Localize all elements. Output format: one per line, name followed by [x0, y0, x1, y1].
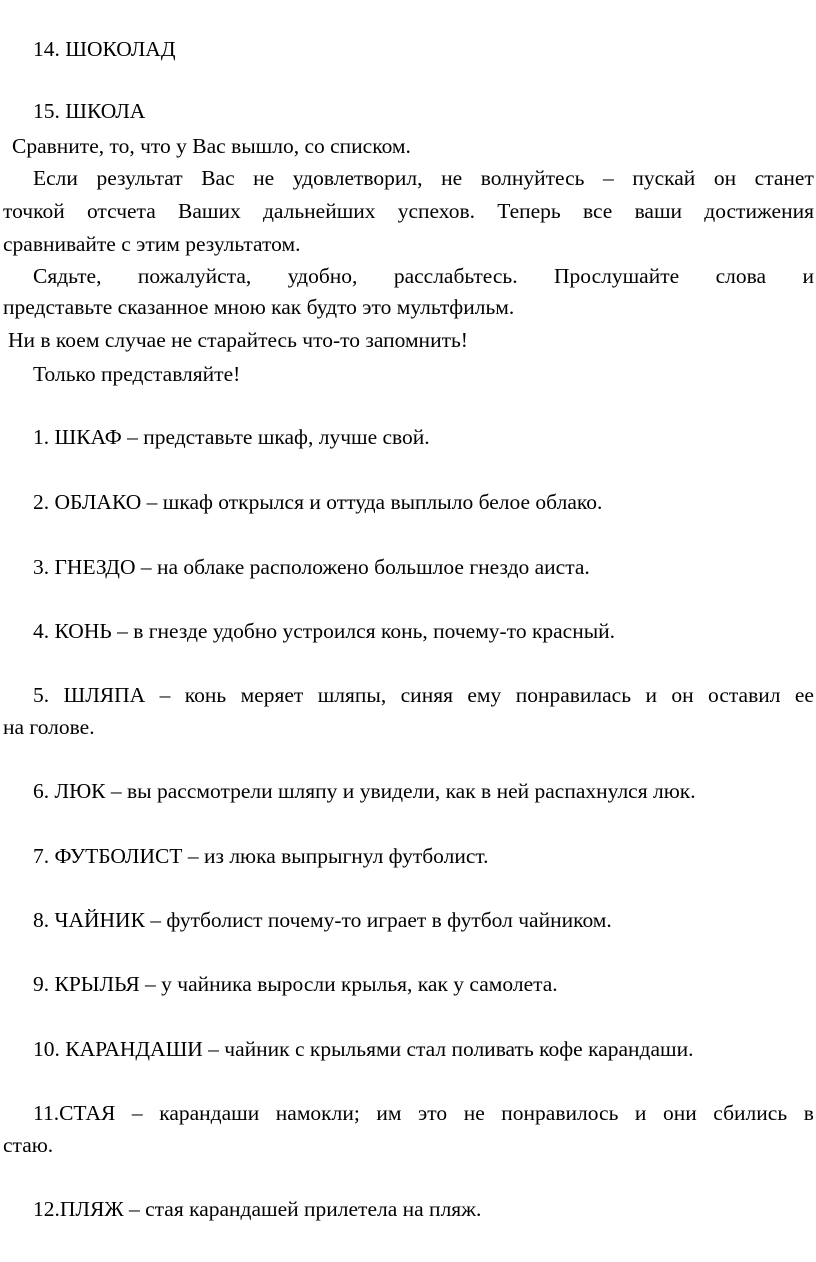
word: удовлетворил,: [292, 166, 423, 190]
word: отсчета: [86, 199, 156, 223]
list-item-5-line-2: на голове.: [3, 715, 95, 739]
word: расслабьтесь.: [393, 264, 518, 288]
word: успехов.: [397, 199, 476, 223]
word: меряет: [240, 683, 304, 707]
word: он: [713, 166, 737, 190]
word: в: [803, 1101, 814, 1125]
word: достижения: [704, 199, 814, 223]
word: Прослушайте: [554, 264, 680, 288]
word: пускай: [632, 166, 696, 190]
compare-instruction: Сравните, то, что у Вас вышло, со списком.: [12, 134, 411, 158]
word: понравилось: [501, 1101, 619, 1125]
word: ваши: [634, 199, 683, 223]
list-item-4: 4. КОНЬ – в гнезде удобно устроился конь, почему-то красный.: [33, 619, 616, 643]
word: карандаши: [159, 1101, 260, 1125]
word: пожалуйста,: [137, 264, 252, 288]
word: конь: [184, 683, 227, 707]
list-item-6: 6. ЛЮК – вы рассмотрели шляпу и увидели, как в ней распахнулся люк.: [33, 779, 696, 803]
list-item-5-line-1: [33, 681, 814, 709]
word: ему: [467, 683, 502, 707]
list-item-3: 3. ГНЕЗДО – на облаке расположено большлое гнездо аиста.: [33, 555, 590, 579]
word: синяя: [400, 683, 453, 707]
word: оставил: [708, 683, 781, 707]
word: –: [131, 1101, 143, 1125]
word: Вас: [201, 166, 235, 190]
list-item-11-line-1: [33, 1099, 814, 1127]
list-item-12: 12.ПЛЯЖ – стая карандашей прилетела на пляж.: [33, 1197, 482, 1221]
word: Если: [33, 166, 78, 190]
word: они: [662, 1101, 697, 1125]
list-item-9: 9. КРЫЛЬЯ – у чайника выросли крылья, как у самолета.: [33, 972, 558, 996]
word: понравилась: [515, 683, 632, 707]
word: 11.СТАЯ: [33, 1101, 116, 1125]
paragraph-2-line-2: представьте сказанное мною как будто это мультфильм.: [3, 295, 515, 319]
word: и: [802, 264, 814, 288]
word: –: [159, 683, 171, 707]
word: он: [671, 683, 694, 707]
list-item-7: 7. ФУТБОЛИСТ – из люка выпрыгнул футболист.: [33, 844, 489, 868]
list-item-8: 8. ЧАЙНИК – футболист почему-то играет в футбол чайником.: [33, 908, 612, 932]
word: все: [582, 199, 613, 223]
word: Ваших: [178, 199, 241, 223]
list-item-15: 15. ШКОЛА: [33, 99, 146, 123]
word: ее: [794, 683, 814, 707]
word: не: [463, 1101, 485, 1125]
word: не: [441, 166, 463, 190]
word: и: [634, 1101, 647, 1125]
word: сбились: [713, 1101, 788, 1125]
word: удобно,: [287, 264, 358, 288]
paragraph-1-line-3: сравнивайте с этим результатом.: [3, 232, 301, 256]
word: результат: [96, 166, 183, 190]
word: это: [418, 1101, 448, 1125]
paragraph-2-line-1: [33, 262, 814, 290]
list-item-10: 10. КАРАНДАШИ – чайник с крыльями стал поливать кофе карандаши.: [33, 1037, 694, 1061]
word: намокли;: [275, 1101, 360, 1125]
list-item-1: 1. ШКАФ – представьте шкаф, лучше свой.: [33, 425, 430, 449]
list-item-11-line-2: стаю.: [3, 1133, 54, 1157]
word: –: [603, 166, 614, 190]
paragraph-1-line-1: [33, 164, 814, 192]
word: Теперь: [497, 199, 561, 223]
word: точкой: [3, 199, 65, 223]
word: им: [376, 1101, 402, 1125]
word: волнуйтесь: [480, 166, 585, 190]
word: шляпы,: [317, 683, 387, 707]
word: Сядьте,: [33, 264, 102, 288]
word: слова: [715, 264, 767, 288]
paragraph-1-line-2: [3, 197, 814, 225]
word: не: [253, 166, 275, 190]
word: дальнейших: [262, 199, 376, 223]
word: ШЛЯПА: [63, 683, 146, 707]
word: станет: [754, 166, 814, 190]
warning-line: Ни в коем случае не старайтесь что-то запомнить!: [8, 328, 468, 352]
list-item-14: 14. ШОКОЛАД: [33, 37, 176, 61]
word: 5.: [33, 683, 50, 707]
list-item-2: 2. ОБЛАКО – шкаф открылся и оттуда выплыло белое облако.: [33, 490, 603, 514]
imagine-line: Только представляйте!: [33, 362, 241, 386]
word: и: [645, 683, 657, 707]
